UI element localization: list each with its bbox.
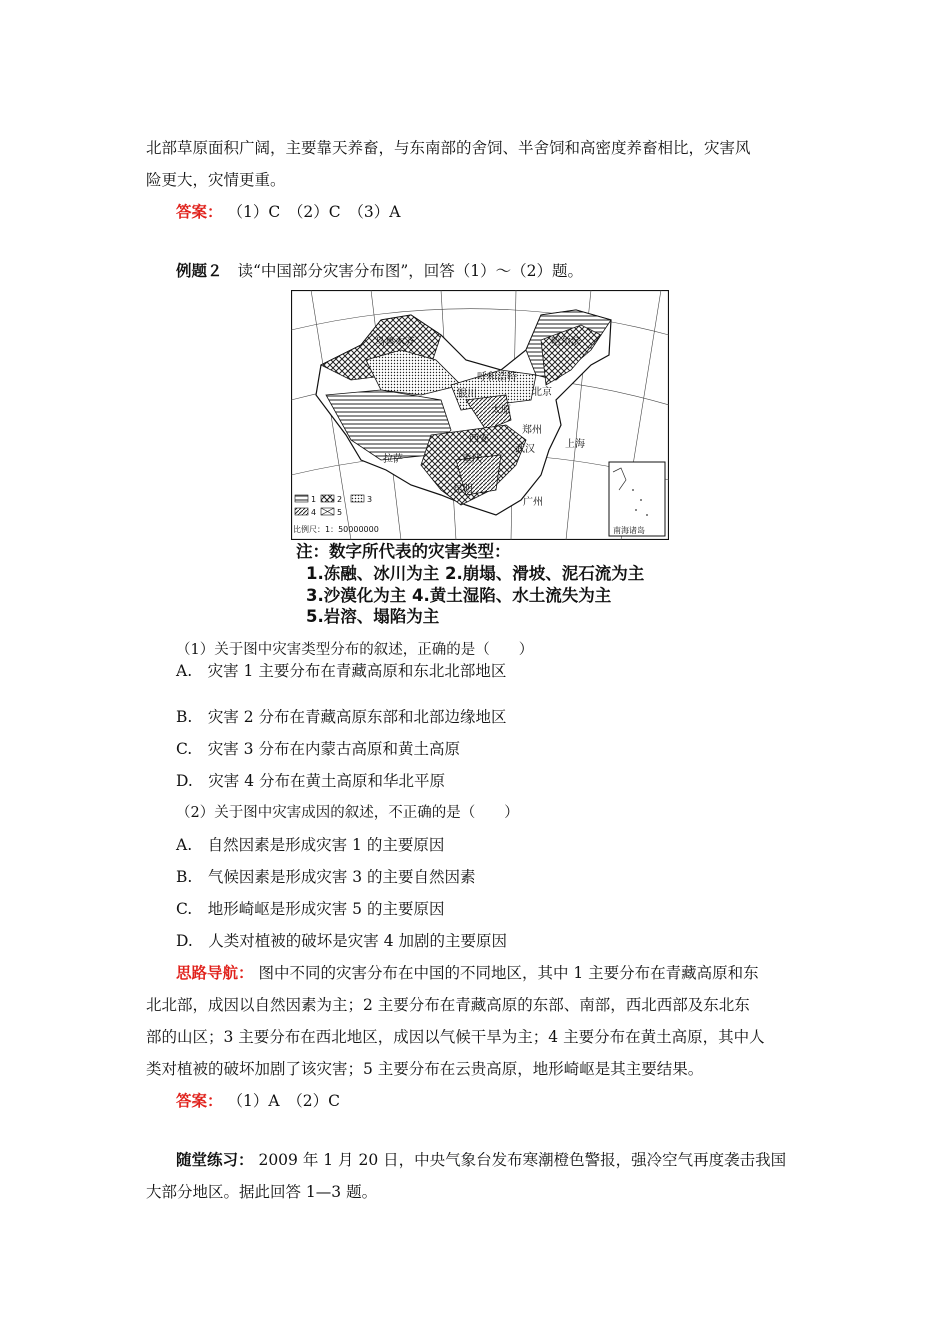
city-label: 广州 [523, 497, 543, 508]
city-label: 北京 [532, 387, 552, 398]
map-note-line: 5.岩溶、塌陷为主 [306, 607, 440, 626]
practice-text: 2009 年 1 月 20 日，中央气象台发布寒潮橙色警报，强冷空气再度袭击我国 [258, 1151, 787, 1169]
option-a: A. 自然因素是形成灾害 1 的主要原因 [176, 836, 445, 854]
analysis-label: 思路导航： [176, 964, 254, 982]
paragraph-line: 险更大，灾情更重。 [146, 171, 286, 189]
example-text: 读“中国部分灾害分布图”，回答（1）～（2）题。 [237, 262, 584, 280]
analysis-text: 图中不同的灾害分布在中国的不同地区，其中 1 主要分布在青藏高原和东 [258, 964, 759, 982]
analysis-line: 北北部，成因以自然因素为主；2 主要分布在青藏高原的东部、南部，西北西部及东北东 [146, 996, 750, 1014]
option-d: D. 人类对植被的破坏是灾害 4 加剧的主要原因 [176, 932, 508, 950]
svg-text:3: 3 [367, 495, 373, 504]
svg-text:1: 1 [311, 495, 317, 504]
map-note-title: 注：数字所代表的灾害类型： [296, 542, 511, 561]
disaster-distribution-map [291, 290, 669, 540]
answer-line [176, 202, 400, 222]
option-c: C. 地形崎岖是形成灾害 5 的主要原因 [176, 900, 445, 918]
answer-label: 答案： [176, 203, 223, 221]
svg-text:2: 2 [337, 495, 343, 504]
answer-text: （1）C （2）C （3）A [227, 203, 401, 221]
answer-line [176, 1091, 340, 1111]
city-label: 重庆 [462, 454, 482, 465]
answer-text: （1）A （2）C [227, 1092, 340, 1110]
analysis-line [176, 963, 759, 983]
option-c: C. 灾害 3 分布在内蒙古高原和黄土高原 [176, 740, 460, 758]
practice-line: 大部分地区。据此回答 1—3 题。 [146, 1183, 378, 1201]
question-stem: （1）关于图中灾害类型分布的叙述，正确的是（ ） [176, 642, 534, 658]
practice-label: 随堂练习： [176, 1151, 254, 1169]
example-label: 例题２ [176, 262, 223, 280]
option-b: B. 气候因素是形成灾害 3 的主要自然因素 [176, 868, 476, 886]
example-heading [176, 261, 583, 281]
option-d: D. 灾害 4 分布在黄土高原和华北平原 [176, 772, 446, 790]
city-label: 呼和浩特 [477, 372, 517, 383]
question-stem: （2）关于图中灾害成因的叙述，不正确的是（ ） [176, 805, 519, 821]
analysis-line: 部的山区；3 主要分布在西北地区，成因以气候干旱为主；4 主要分布在黄土高原，其中人 [146, 1028, 765, 1046]
city-label: 太原 [491, 405, 511, 416]
analysis-line: 类对植被的破坏加剧了该灾害；5 主要分布在云贵高原，地形崎岖是其主要结果。 [146, 1060, 704, 1078]
svg-text:5: 5 [337, 508, 343, 517]
scale-label: 比例尺：1：50000000 [293, 525, 379, 534]
city-label: 武汉 [515, 444, 535, 455]
city-label: 乌鲁木齐 [375, 337, 415, 348]
svg-text:4: 4 [311, 508, 317, 517]
answer-label: 答案： [176, 1092, 223, 1110]
south-china-sea-inset [609, 462, 665, 536]
practice-line [176, 1150, 786, 1170]
city-label: 拉萨 [383, 454, 403, 465]
city-label: 哈尔滨 [551, 337, 581, 348]
map-note-line: 1.冻融、冰川为主 2.崩塌、滑坡、泥石流为主 [306, 564, 645, 583]
city-label: 郑州 [522, 425, 542, 436]
city-label: 上海 [565, 439, 585, 450]
option-b: B. 灾害 2 分布在青藏高原东部和北部边缘地区 [176, 708, 507, 726]
city-label: 银川 [457, 389, 477, 400]
city-label: 昆明 [453, 484, 473, 495]
city-label: 西安 [469, 434, 489, 445]
paragraph-line: 北部草原面积广阔，主要靠天养畜，与东南部的舍饲、半舍饲和高密度养畜相比，灾害风 [146, 139, 751, 157]
svg-text:南海诸岛: 南海诸岛 [613, 526, 645, 535]
map-note-line: 3.沙漠化为主 4.黄土湿陷、水土流失为主 [306, 586, 612, 605]
option-a: A. 灾害 1 主要分布在青藏高原和东北北部地区 [176, 662, 507, 680]
